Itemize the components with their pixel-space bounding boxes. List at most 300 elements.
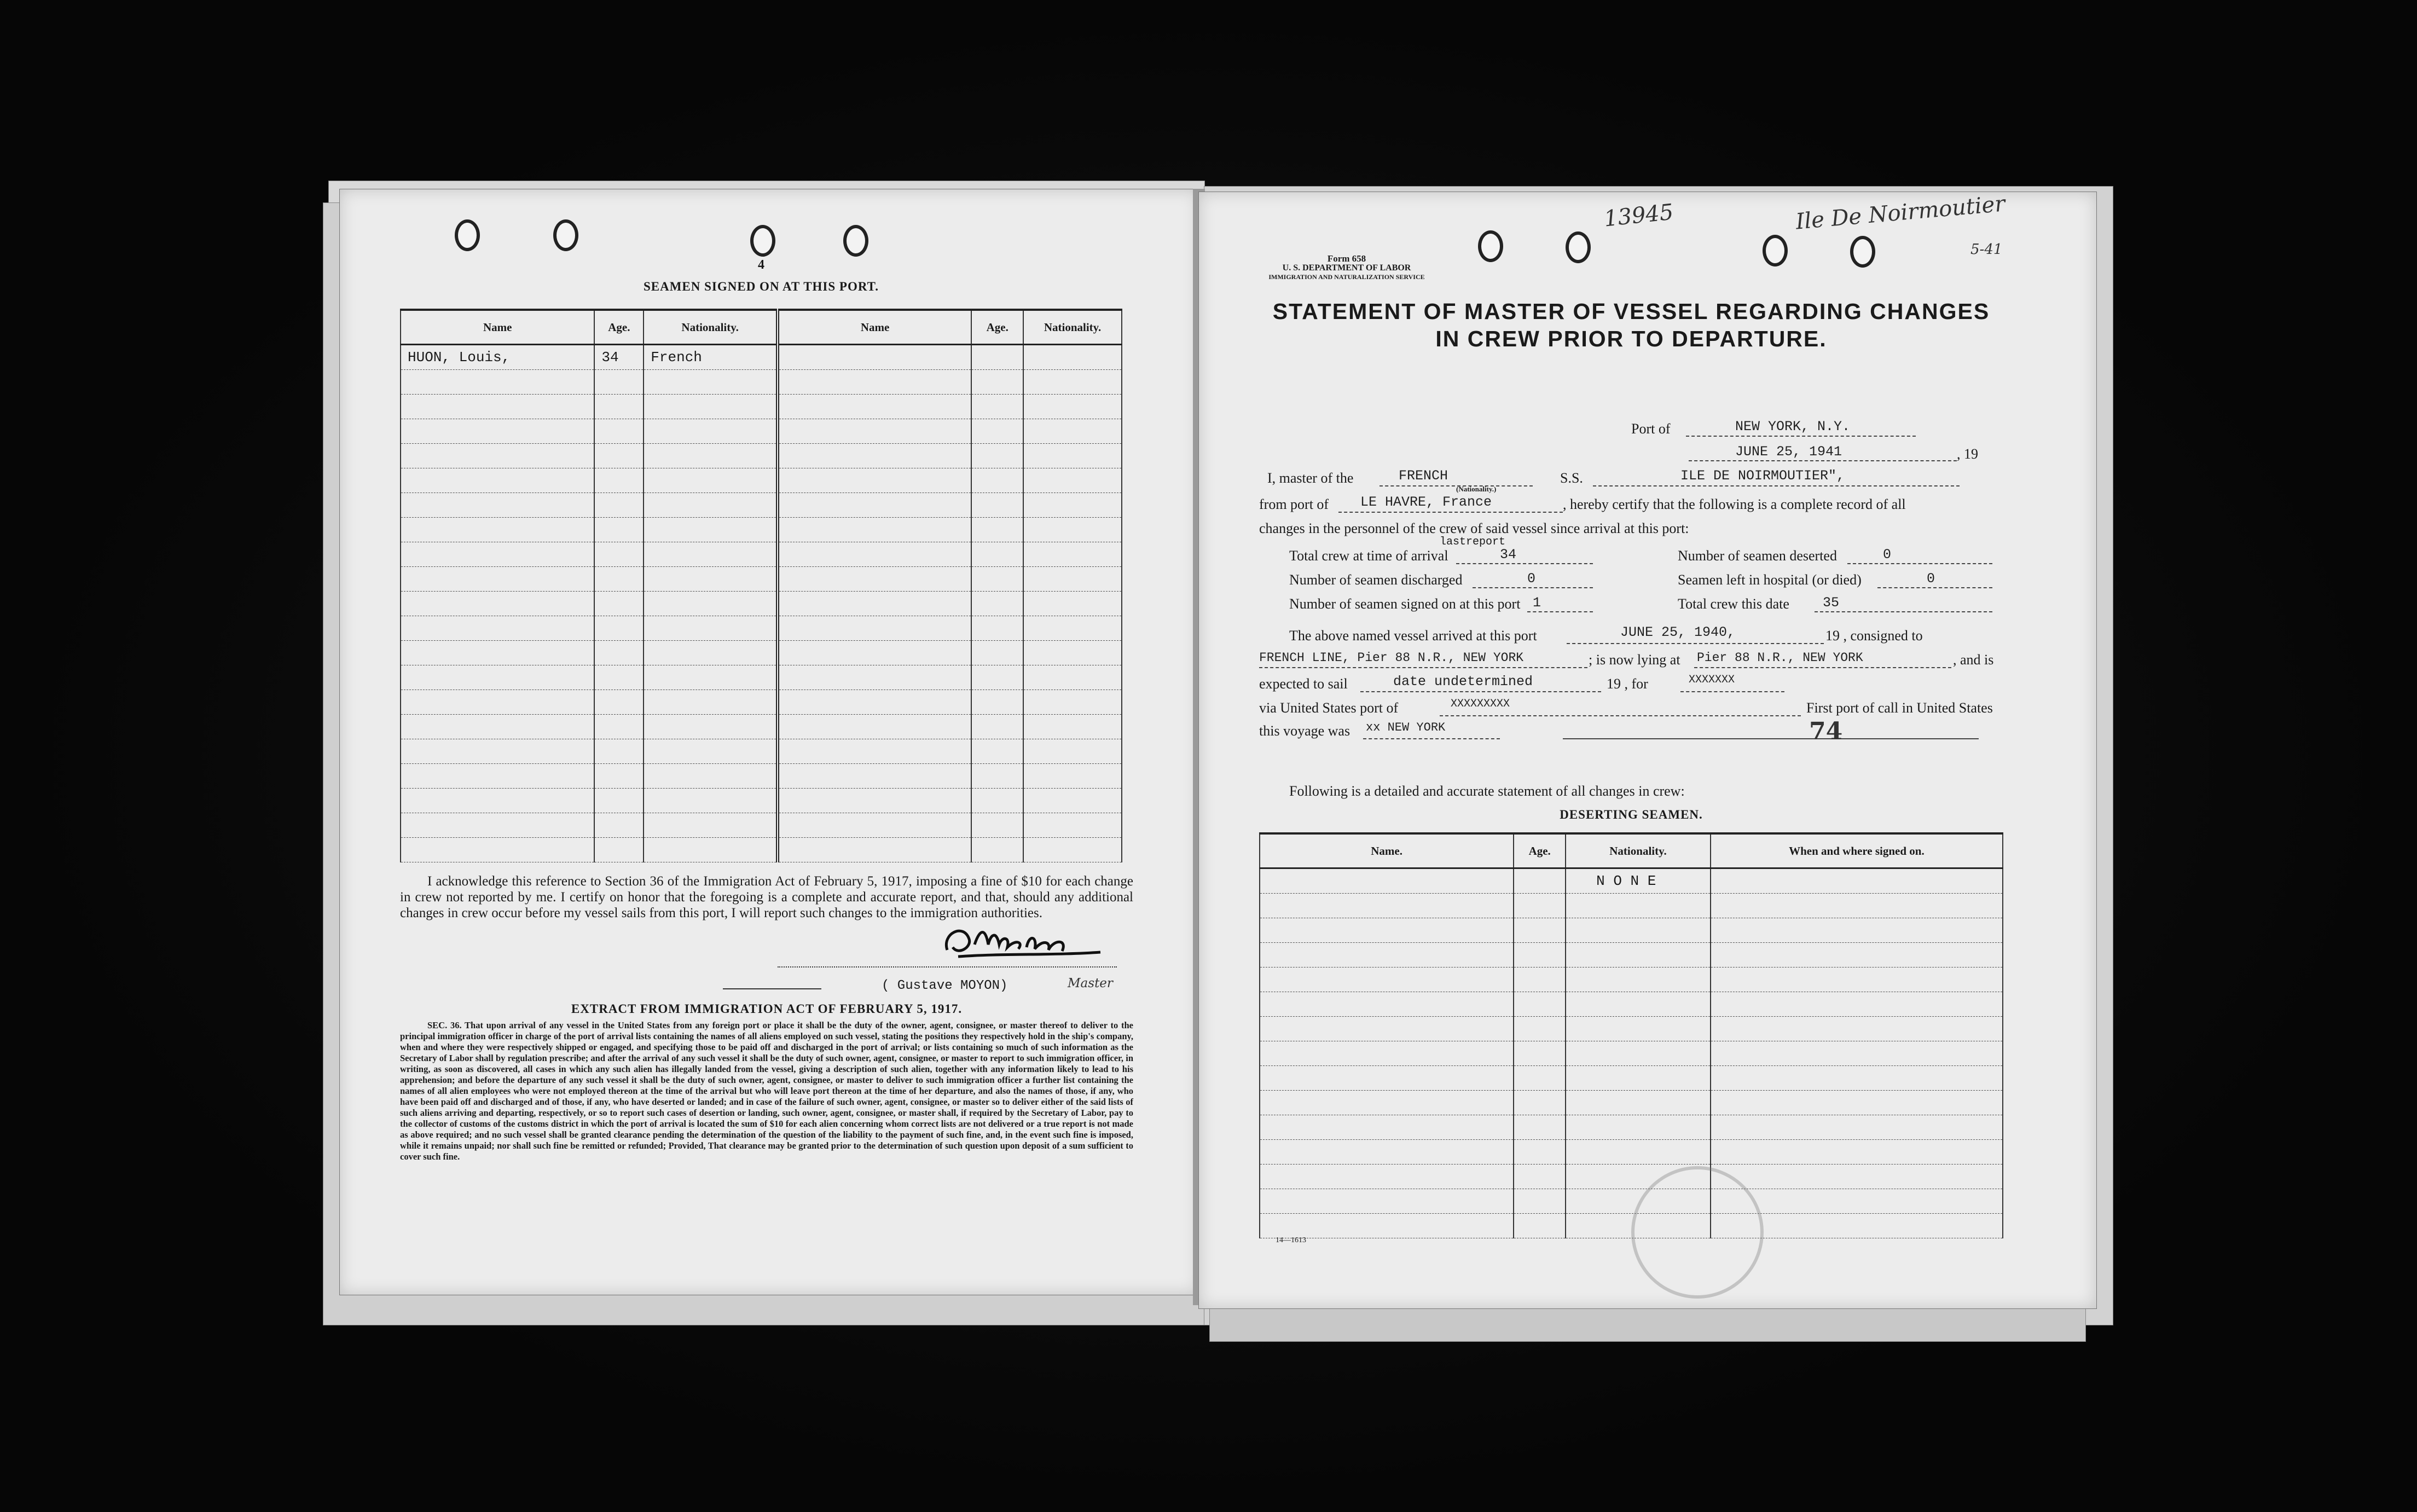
arrived-line — [1567, 643, 1824, 644]
empty-cell — [778, 592, 971, 616]
year-prefix: , 19 — [1957, 446, 1978, 462]
column-header: Name — [401, 310, 594, 345]
port-line — [1686, 436, 1916, 437]
blank-row — [401, 592, 1122, 616]
empty-cell — [1023, 739, 1122, 764]
empty-cell — [1514, 1091, 1566, 1115]
master-name: ( Gustave MOYON) — [882, 978, 1008, 993]
left-page — [339, 189, 1199, 1295]
blank-row — [1260, 1041, 2003, 1066]
for-line — [1680, 691, 1784, 692]
empty-cell — [1260, 943, 1514, 968]
signed-on-line — [1527, 611, 1593, 612]
blank-row — [401, 567, 1122, 592]
empty-cell — [971, 764, 1023, 789]
empty-cell — [644, 592, 778, 616]
footer-code: 14—1613 — [1276, 1236, 1306, 1244]
handwritten-number: 13945 — [1602, 199, 1675, 232]
handwritten-date: 5-41 — [1970, 241, 2003, 258]
empty-cell — [401, 468, 594, 493]
empty-cell — [778, 444, 971, 468]
empty-cell — [594, 542, 644, 567]
blank-row — [401, 665, 1122, 690]
changes-text: changes in the personnel of the crew of said vessel since arrival at this port: — [1259, 520, 1689, 536]
empty-cell — [1023, 468, 1122, 493]
empty-cell — [1514, 1017, 1566, 1041]
empty-cell — [1260, 1066, 1514, 1091]
empty-cell — [1711, 918, 2003, 943]
empty-cell — [1023, 690, 1122, 715]
consignee-value: FRENCH LINE, Pier 88 N.R., NEW YORK — [1259, 651, 1524, 665]
empty-cell — [971, 690, 1023, 715]
empty-cell — [778, 838, 971, 862]
page-number: 4 — [758, 258, 764, 272]
empty-cell — [1023, 345, 1122, 370]
via-line — [1440, 715, 1801, 716]
empty-cell — [971, 665, 1023, 690]
empty-cell — [401, 518, 594, 542]
empty-cell — [1711, 943, 2003, 968]
empty-cell — [644, 739, 778, 764]
blank-row — [401, 789, 1122, 813]
empty-cell — [971, 641, 1023, 665]
empty-cell — [594, 518, 644, 542]
empty-cell — [1566, 1091, 1711, 1115]
empty-cell — [971, 715, 1023, 739]
empty-cell — [594, 616, 644, 641]
empty-cell — [971, 789, 1023, 813]
blank-row — [1260, 992, 2003, 1017]
empty-cell — [778, 518, 971, 542]
seamen-signed-heading: SEAMEN SIGNED ON AT THIS PORT. — [643, 280, 879, 293]
empty-cell — [644, 567, 778, 592]
empty-cell — [1023, 715, 1122, 739]
empty-cell — [1711, 1041, 2003, 1066]
punch-hole — [843, 225, 868, 257]
total-date-label: Total crew this date — [1678, 596, 1789, 612]
empty-cell — [1023, 592, 1122, 616]
column-header: Nationality. — [1566, 833, 1711, 868]
empty-cell — [1514, 968, 1566, 992]
empty-cell — [401, 813, 594, 838]
empty-cell — [1514, 1115, 1566, 1140]
certify-text: , hereby certify that the following is a complete record of all — [1563, 496, 1906, 512]
voyage-value: xx NEW YORK — [1366, 721, 1446, 734]
empty-cell — [594, 567, 644, 592]
column-header: Name — [778, 310, 971, 345]
empty-cell — [594, 641, 644, 665]
arrived-value: JUNE 25, 1940, — [1620, 624, 1736, 640]
empty-cell — [644, 493, 778, 518]
empty-cell — [1023, 789, 1122, 813]
voyage-line — [1363, 738, 1500, 739]
empty-cell — [594, 592, 644, 616]
punch-hole — [1763, 235, 1788, 267]
blank-row — [1260, 1140, 2003, 1165]
empty-cell — [1260, 1017, 1514, 1041]
empty-cell — [778, 715, 971, 739]
for-value: XXXXXXX — [1689, 674, 1735, 686]
punch-hole — [1850, 236, 1875, 268]
empty-cell — [401, 665, 594, 690]
empty-cell — [971, 567, 1023, 592]
empty-cell — [644, 444, 778, 468]
extract-text: SEC. 36. That upon arrival of any vessel in the United States from any foreign port or place it shall be the duty of the owner, agent, consignee, or master thereof to deliver to the principal immigration officer in charge of the port of arrival lists containing the names of all aliens employed on such vessel, stating the positions they respectively hold in the ship's company, when and where they were respectively shipped or engaged, and specifying those to be paid off and discharged in the port of arrival; or lists containing so much of such information as the Secretary of Labor shall by regulation prescribe; and after the arrival of any such vessel it shall be the duty of such owner, agent, consignee, or master to report to such immigration officer, in writing, as soon as discovered, all cases in which any such alien has illegally landed from the vessel, giving a description of such alien, together with any information likely to lead to his apprehension; and before the departure of any such vessel it shall be the duty of such owner, agent, consignee, or master to deliver to such immigration officer a further list containing the names of all alien employees who were not employed thereon at the time of the arrival but who will leave port thereon at the time of her departure, and also the names of those, if any, who have been paid off and discharged and of those, if any, who have deserted or landed; and in case of the failure of such owner, agent, consignee, or master so to deliver either of the said lists of such aliens arriving and departing, respectively, or so to report such cases of desertion or landing, such owner, agent, consignee, or master shall, if required by the Secretary of Labor, pay to the collector of customs of the customs district in which the port of arrival is located the sum of $10 for each alien concerning whom correct lists are not delivered or a true report is not made as above required; and no such vessel shall be granted clearance pending the determination of the question of the liability to the payment of such fine, and, in the event such fine is imposed, while it remains unpaid; nor shall such fine be remitted or refunded; Provided, That clearance may be granted prior to the determination of such question upon deposit of a sum sufficient to cover such fine. — [400, 1020, 1133, 1162]
deserted-line — [1847, 563, 1992, 564]
punch-hole — [1566, 231, 1591, 263]
signature-underline — [723, 988, 821, 989]
deserting-heading: DESERTING SEAMEN. — [1560, 808, 1703, 821]
empty-cell — [1023, 616, 1122, 641]
blank-row — [401, 641, 1122, 665]
empty-cell — [594, 739, 644, 764]
empty-cell — [1023, 395, 1122, 419]
blank-row — [401, 518, 1122, 542]
empty-cell — [401, 715, 594, 739]
empty-cell — [401, 567, 594, 592]
empty-cell — [644, 764, 778, 789]
for-label: 19 , for — [1607, 676, 1648, 692]
empty-cell — [401, 690, 594, 715]
empty-cell — [594, 690, 644, 715]
consigned-label: 19 , consigned to — [1825, 628, 1923, 644]
expected-line — [1360, 691, 1601, 692]
blank-row — [1260, 894, 2003, 918]
empty-cell — [1023, 567, 1122, 592]
empty-cell — [1566, 918, 1711, 943]
empty-cell — [401, 838, 594, 862]
empty-cell — [778, 370, 971, 395]
empty-cell — [778, 665, 971, 690]
empty-cell — [644, 641, 778, 665]
empty-cell — [1260, 868, 1514, 894]
lying-value: Pier 88 N.R., NEW YORK — [1697, 651, 1863, 665]
table-row — [1260, 868, 2003, 894]
empty-cell — [401, 493, 594, 518]
lying-label: ; is now lying at — [1589, 652, 1680, 668]
seaman-name: HUON, Louis, — [401, 345, 594, 370]
empty-cell — [644, 419, 778, 444]
empty-cell — [1566, 992, 1711, 1017]
voyage-line-right — [1563, 738, 1979, 739]
empty-cell — [778, 567, 971, 592]
blank-row — [1260, 1165, 2003, 1189]
empty-cell — [971, 616, 1023, 641]
empty-cell — [1260, 894, 1514, 918]
blank-row — [1260, 1066, 2003, 1091]
empty-cell — [1566, 1066, 1711, 1091]
empty-cell — [778, 641, 971, 665]
total-crew-line — [1456, 563, 1593, 564]
empty-cell — [971, 813, 1023, 838]
blank-row — [401, 739, 1122, 764]
empty-cell — [1711, 1066, 2003, 1091]
total-date-line — [1815, 611, 1992, 612]
empty-cell — [778, 542, 971, 567]
seaman-nationality: French — [644, 345, 778, 370]
empty-cell — [594, 493, 644, 518]
empty-cell — [401, 444, 594, 468]
empty-cell — [971, 345, 1023, 370]
empty-cell — [1260, 968, 1514, 992]
empty-cell — [1023, 665, 1122, 690]
blank-row — [401, 813, 1122, 838]
deserted-label: Number of seamen deserted — [1678, 548, 1837, 564]
empty-cell — [971, 468, 1023, 493]
port-value: NEW YORK, N.Y. — [1735, 419, 1851, 435]
empty-cell — [971, 444, 1023, 468]
empty-cell — [778, 789, 971, 813]
empty-cell — [594, 468, 644, 493]
punch-hole — [455, 219, 480, 251]
via-value: XXXXXXXXX — [1451, 698, 1510, 710]
following-text: Following is a detailed and accurate statement of all changes in crew: — [1289, 783, 1685, 799]
column-header: Name. — [1260, 833, 1514, 868]
form-title-line1: STATEMENT OF MASTER OF VESSEL REGARDING CHANGES — [1272, 299, 1990, 324]
column-header: Age. — [594, 310, 644, 345]
blank-row — [401, 419, 1122, 444]
first-port-label: First port of call in United States — [1806, 700, 1993, 716]
master-label: Master — [1068, 976, 1113, 990]
empty-cell — [644, 665, 778, 690]
empty-cell — [1260, 1091, 1514, 1115]
empty-cell — [1260, 1214, 1514, 1238]
deserting-seamen-table — [1259, 832, 2003, 1238]
form-title-line2: IN CREW PRIOR TO DEPARTURE. — [1435, 326, 1827, 351]
voyage-label: this voyage was — [1259, 723, 1350, 739]
empty-cell — [1514, 1165, 1566, 1189]
empty-cell — [401, 739, 594, 764]
date-line — [1689, 460, 1957, 461]
empty-cell — [594, 370, 644, 395]
empty-cell — [1566, 943, 1711, 968]
discharged-line — [1473, 587, 1593, 588]
column-header: Nationality. — [644, 310, 778, 345]
empty-cell — [644, 468, 778, 493]
column-header: When and where signed on. — [1711, 833, 2003, 868]
empty-cell — [1260, 1140, 1514, 1165]
empty-cell — [644, 518, 778, 542]
empty-cell — [1711, 1115, 2003, 1140]
from-port-label: from port of — [1259, 496, 1329, 512]
empty-cell — [778, 468, 971, 493]
empty-cell — [971, 493, 1023, 518]
signed-on-label: Number of seamen signed on at this port — [1289, 596, 1521, 612]
empty-cell — [401, 542, 594, 567]
empty-cell — [401, 419, 594, 444]
empty-cell — [1514, 894, 1566, 918]
empty-cell — [1514, 992, 1566, 1017]
signed-on-value: 1 — [1533, 595, 1541, 611]
punch-hole — [1478, 230, 1503, 262]
nationality-value: FRENCH — [1399, 468, 1448, 484]
department-label: U. S. DEPARTMENT OF LABOR — [1282, 263, 1411, 273]
empty-cell — [1260, 918, 1514, 943]
empty-cell — [971, 419, 1023, 444]
from-port-value: LE HAVRE, France — [1360, 494, 1492, 510]
empty-cell — [1260, 1115, 1514, 1140]
empty-cell — [401, 641, 594, 665]
empty-cell — [1023, 838, 1122, 862]
hospital-label: Seamen left in hospital (or died) — [1678, 572, 1862, 588]
blank-row — [1260, 1115, 2003, 1140]
seaman-age: 34 — [594, 345, 644, 370]
empty-cell — [594, 789, 644, 813]
empty-cell — [1514, 868, 1566, 894]
empty-cell — [401, 616, 594, 641]
empty-cell — [971, 739, 1023, 764]
empty-cell — [778, 813, 971, 838]
empty-cell — [644, 838, 778, 862]
empty-cell — [401, 789, 594, 813]
total-crew-value: 34 — [1500, 547, 1517, 563]
column-header: Nationality. — [1023, 310, 1122, 345]
empty-cell — [1566, 1017, 1711, 1041]
empty-cell — [644, 813, 778, 838]
punch-hole — [553, 219, 578, 251]
empty-cell — [644, 616, 778, 641]
empty-cell — [1566, 1115, 1711, 1140]
empty-cell — [1514, 1189, 1566, 1214]
total-date-value: 35 — [1823, 595, 1840, 611]
empty-cell — [778, 764, 971, 789]
arrived-label: The above named vessel arrived at this port — [1289, 628, 1537, 644]
empty-cell — [1711, 868, 2003, 894]
form-number: Form 658 — [1327, 253, 1366, 264]
blank-row — [401, 764, 1122, 789]
blank-row — [1260, 1189, 2003, 1214]
empty-cell — [1566, 894, 1711, 918]
lying-line — [1694, 667, 1951, 668]
extract-title: EXTRACT FROM IMMIGRATION ACT OF FEBRUARY 5, 1917. — [571, 1002, 963, 1016]
empty-cell — [1711, 968, 2003, 992]
empty-cell — [594, 838, 644, 862]
blank-row — [1260, 1017, 2003, 1041]
empty-cell — [778, 395, 971, 419]
signature-line — [778, 966, 1117, 968]
empty-cell — [778, 690, 971, 715]
empty-cell — [594, 419, 644, 444]
service-label: IMMIGRATION AND NATURALIZATION SERVICE — [1268, 273, 1425, 281]
vessel-value: ILE DE NOIRMOUTIER", — [1680, 468, 1845, 484]
blank-row — [1260, 968, 2003, 992]
empty-cell — [1260, 1041, 1514, 1066]
empty-cell — [594, 715, 644, 739]
table-row — [401, 345, 1122, 370]
empty-cell — [971, 592, 1023, 616]
punch-hole — [750, 225, 775, 257]
faded-stamp — [1631, 1166, 1764, 1299]
empty-cell — [971, 542, 1023, 567]
nationality-caption: (Nationality.) — [1456, 485, 1497, 493]
empty-cell — [778, 493, 971, 518]
empty-cell — [1023, 419, 1122, 444]
empty-cell — [778, 345, 971, 370]
master-signature — [936, 917, 1117, 966]
blank-row — [401, 715, 1122, 739]
empty-cell — [1260, 1189, 1514, 1214]
empty-cell — [1711, 1165, 2003, 1189]
empty-cell — [778, 419, 971, 444]
empty-cell — [1023, 813, 1122, 838]
expected-label: expected to sail — [1259, 676, 1348, 692]
empty-cell — [594, 395, 644, 419]
empty-cell — [1023, 493, 1122, 518]
blank-row — [401, 838, 1122, 862]
empty-cell — [401, 395, 594, 419]
blank-row — [401, 690, 1122, 715]
empty-cell — [1514, 943, 1566, 968]
empty-cell — [1514, 918, 1566, 943]
empty-cell — [644, 690, 778, 715]
empty-cell — [1023, 542, 1122, 567]
blank-row — [401, 542, 1122, 567]
empty-cell — [1514, 1140, 1566, 1165]
empty-cell — [1260, 1165, 1514, 1189]
empty-cell — [1260, 992, 1514, 1017]
master-of-label: I, master of the — [1267, 470, 1354, 486]
empty-cell — [971, 518, 1023, 542]
empty-cell — [1023, 444, 1122, 468]
empty-cell — [1023, 518, 1122, 542]
vessel-line — [1593, 485, 1960, 486]
date-value: JUNE 25, 1941 — [1735, 444, 1842, 460]
empty-cell — [971, 838, 1023, 862]
blank-row — [1260, 918, 2003, 943]
empty-cell — [1711, 1091, 2003, 1115]
empty-cell — [1566, 1041, 1711, 1066]
via-label: via United States port of — [1259, 700, 1399, 716]
empty-cell — [1514, 1214, 1566, 1238]
blank-row — [401, 468, 1122, 493]
blank-row — [1260, 1091, 2003, 1115]
empty-cell — [401, 370, 594, 395]
right-page — [1198, 192, 2097, 1309]
seamen-signed-table — [400, 309, 1122, 862]
empty-cell — [1711, 992, 2003, 1017]
empty-cell — [1711, 894, 2003, 918]
blank-row — [401, 395, 1122, 419]
empty-cell — [1566, 968, 1711, 992]
expected-value: date undetermined — [1393, 674, 1533, 690]
blank-row — [401, 444, 1122, 468]
empty-cell — [594, 813, 644, 838]
blank-row — [401, 616, 1122, 641]
empty-cell — [644, 542, 778, 567]
empty-cell — [1023, 641, 1122, 665]
empty-cell — [1514, 1066, 1566, 1091]
empty-cell — [1514, 1041, 1566, 1066]
handwritten-ship: Ile De Noirmoutier — [1794, 191, 2007, 235]
empty-cell — [778, 616, 971, 641]
deserted-value: 0 — [1883, 547, 1892, 563]
hospital-line — [1877, 587, 1992, 588]
handwritten-74: 74 — [1809, 717, 1843, 745]
empty-cell — [401, 764, 594, 789]
empty-cell — [971, 395, 1023, 419]
empty-cell — [1711, 1017, 2003, 1041]
empty-cell — [971, 370, 1023, 395]
empty-cell — [644, 395, 778, 419]
empty-cell — [1023, 370, 1122, 395]
none-value: N O N E — [1566, 868, 1711, 894]
consignee-line — [1259, 667, 1587, 668]
empty-cell — [401, 592, 594, 616]
empty-cell — [644, 370, 778, 395]
hospital-value: 0 — [1927, 571, 1935, 587]
empty-cell — [594, 665, 644, 690]
column-header: Age. — [1514, 833, 1566, 868]
